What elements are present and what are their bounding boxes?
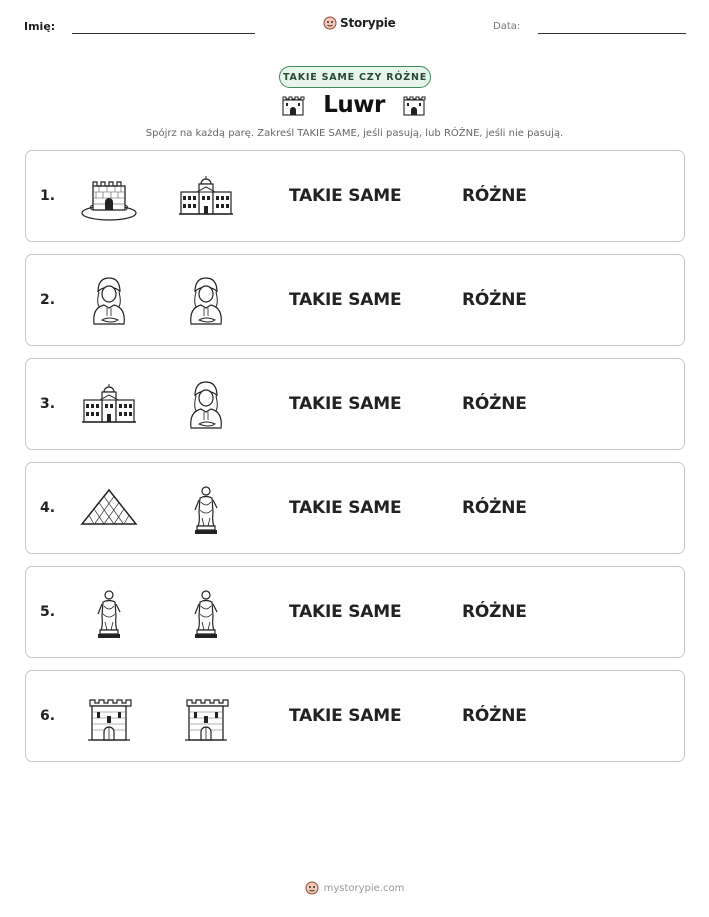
brand-logo [323, 14, 396, 32]
worksheet-header [0, 14, 709, 38]
question-number: 3. [40, 396, 56, 412]
different-option[interactable]: RÓŻNE [462, 602, 527, 622]
glass-pyramid-icon [78, 482, 140, 538]
name-label: Imię: [24, 20, 56, 33]
castle-on-cloud-icon [78, 170, 140, 226]
same-option[interactable]: TAKIE SAME [289, 602, 402, 622]
storypie-logo-icon [323, 16, 337, 30]
question-number: 4. [40, 500, 56, 516]
footer [0, 880, 709, 896]
page-title: Luwr [323, 92, 385, 118]
castle-tower-icon [78, 690, 140, 746]
palace-icon [78, 378, 140, 434]
same-option[interactable]: TAKIE SAME [289, 290, 402, 310]
question-number: 6. [40, 708, 56, 724]
question-row [25, 254, 685, 346]
palace-icon [175, 170, 237, 226]
date-field[interactable] [538, 33, 686, 34]
footer-url[interactable]: mystorypie.com [323, 882, 405, 894]
different-option[interactable]: RÓŻNE [462, 186, 527, 206]
same-option[interactable]: TAKIE SAME [289, 706, 402, 726]
mona-lisa-portrait-icon [175, 378, 237, 434]
different-option[interactable]: RÓŻNE [462, 290, 527, 310]
same-option[interactable]: TAKIE SAME [289, 186, 402, 206]
same-option[interactable]: TAKIE SAME [289, 394, 402, 414]
instructions: Spójrz na każdą parę. Zakreśl TAKIE SAME, jeśli pasują, lub RÓŻNE, jeśli nie pasują. [145, 128, 564, 139]
date-label: Data: [493, 21, 521, 32]
question-number: 1. [40, 188, 56, 204]
question-row [25, 670, 685, 762]
different-option[interactable]: RÓŻNE [462, 498, 527, 518]
question-list [25, 150, 685, 774]
castle-icon [401, 92, 427, 118]
castle-tower-icon [175, 690, 237, 746]
name-field[interactable] [72, 33, 255, 34]
different-option[interactable]: RÓŻNE [462, 394, 527, 414]
brand-name: Storypie [340, 16, 396, 30]
mona-lisa-portrait-icon [175, 274, 237, 330]
statue-icon [78, 586, 140, 642]
statue-icon [175, 482, 237, 538]
different-option[interactable]: RÓŻNE [462, 706, 527, 726]
castle-icon [280, 92, 306, 118]
storypie-logo-icon [305, 881, 319, 895]
mona-lisa-portrait-icon [78, 274, 140, 330]
statue-icon [175, 586, 237, 642]
question-row [25, 150, 685, 242]
same-option[interactable]: TAKIE SAME [289, 498, 402, 518]
title-row [0, 92, 709, 122]
question-row [25, 358, 685, 450]
activity-badge: TAKIE SAME CZY RÓŻNE [279, 66, 431, 88]
question-number: 2. [40, 292, 56, 308]
question-number: 5. [40, 604, 56, 620]
question-row [25, 462, 685, 554]
question-row [25, 566, 685, 658]
